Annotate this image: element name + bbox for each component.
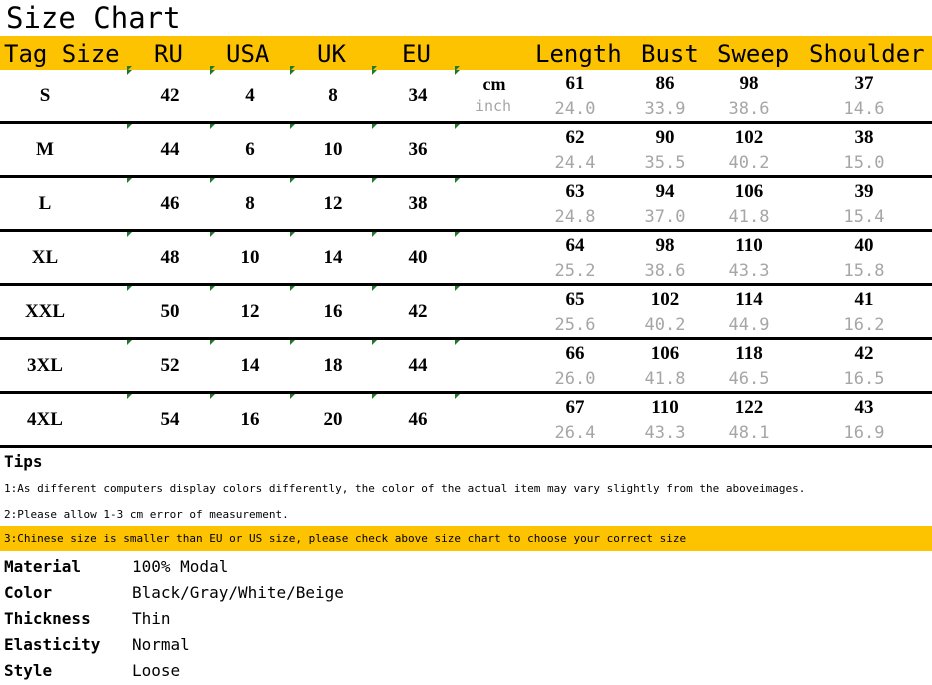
cell-bust-inch: 35.5: [644, 153, 686, 173]
cell-corner-marker: [290, 286, 295, 291]
cell-sweep-inch: 44.9: [728, 315, 770, 335]
attr-value-style: Loose: [132, 661, 181, 680]
cell-bust-cm: 86: [655, 73, 675, 94]
header-length: Length: [535, 40, 622, 68]
cell-corner-marker: [372, 340, 377, 345]
cell-corner-marker: [455, 124, 460, 129]
cell-ru: 48: [160, 247, 180, 268]
table-row: [0, 394, 932, 448]
cell-sweep-cm: 110: [735, 235, 763, 256]
cell-length-inch: 24.0: [554, 99, 596, 119]
cell-bust-inch: 40.2: [644, 315, 686, 335]
cell-uk: 10: [323, 139, 343, 160]
cell-shoulder-cm: 42: [854, 343, 874, 364]
table-row: [0, 124, 932, 178]
cell-corner-marker: [127, 394, 132, 399]
cell-uk: 18: [323, 355, 343, 376]
cell-shoulder-cm: 40: [854, 235, 874, 256]
cell-corner-marker: [455, 286, 460, 291]
cell-tag-size: XL: [31, 247, 59, 268]
cell-length-cm: 65: [565, 289, 585, 310]
tip-item-2: 2:Please allow 1-3 cm error of measurement.: [4, 508, 289, 521]
cell-tag-size: 3XL: [27, 355, 63, 376]
cell-corner-marker: [290, 232, 295, 237]
cell-corner-marker: [372, 70, 377, 75]
cell-sweep-inch: 41.8: [728, 207, 770, 227]
cell-corner-marker: [290, 394, 295, 399]
cell-eu: 42: [408, 301, 428, 322]
cell-corner-marker: [210, 124, 215, 129]
cell-corner-marker: [455, 340, 460, 345]
cell-length-inch: 25.6: [554, 315, 596, 335]
cell-corner-marker: [290, 124, 295, 129]
cell-usa: 16: [240, 409, 260, 430]
cell-length-cm: 64: [565, 235, 585, 256]
cell-shoulder-inch: 16.2: [843, 315, 885, 335]
attr-value-material: 100% Modal: [132, 557, 229, 576]
table-row: [0, 286, 932, 340]
cell-bust-cm: 94: [655, 181, 675, 202]
cell-corner-marker: [210, 232, 215, 237]
cell-ru: 52: [160, 355, 180, 376]
attr-key-elasticity: Elasticity: [4, 635, 101, 654]
cell-ru: 44: [160, 139, 180, 160]
attr-key-material: Material: [4, 557, 82, 576]
cell-bust-cm: 90: [655, 127, 675, 148]
attr-key-thickness: Thickness: [4, 609, 91, 628]
cell-eu: 40: [408, 247, 428, 268]
header-sweep: Sweep: [717, 40, 790, 68]
cell-usa: 4: [245, 85, 255, 106]
table-row: [0, 178, 932, 232]
cell-ru: 46: [160, 193, 180, 214]
cell-corner-marker: [127, 124, 132, 129]
cell-bust-cm: 106: [650, 343, 680, 364]
cell-bust-cm: 110: [651, 397, 679, 418]
cell-corner-marker: [210, 178, 215, 183]
cell-tag-size: M: [36, 139, 54, 160]
table-header: [0, 36, 932, 70]
cell-sweep-cm: 118: [735, 343, 763, 364]
cell-shoulder-cm: 41: [854, 289, 874, 310]
cell-uk: 16: [323, 301, 343, 322]
unit-label-inch: inch: [474, 97, 512, 115]
cell-uk: 12: [323, 193, 343, 214]
cell-sweep-inch: 38.6: [728, 99, 770, 119]
cell-length-inch: 24.4: [554, 153, 596, 173]
cell-shoulder-cm: 43: [854, 397, 874, 418]
cell-sweep-cm: 102: [734, 127, 764, 148]
page-title: Size Chart: [6, 1, 181, 35]
cell-corner-marker: [127, 178, 132, 183]
cell-shoulder-inch: 15.4: [843, 207, 885, 227]
cell-usa: 14: [240, 355, 260, 376]
attr-value-elasticity: Normal: [132, 635, 190, 654]
cell-length-inch: 26.4: [554, 423, 596, 443]
cell-ru: 50: [160, 301, 180, 322]
header-tag-size: Tag Size: [4, 40, 120, 68]
cell-bust-inch: 41.8: [644, 369, 686, 389]
cell-shoulder-inch: 15.8: [843, 261, 885, 281]
cell-sweep-cm: 122: [734, 397, 764, 418]
cell-eu: 44: [408, 355, 428, 376]
cell-corner-marker: [210, 340, 215, 345]
cell-length-cm: 62: [565, 127, 585, 148]
cell-tag-size: 4XL: [27, 409, 63, 430]
cell-corner-marker: [127, 340, 132, 345]
cell-length-inch: 24.8: [554, 207, 596, 227]
cell-uk: 8: [328, 85, 338, 106]
unit-label-cm: cm: [482, 74, 506, 94]
cell-sweep-inch: 48.1: [728, 423, 770, 443]
cell-corner-marker: [210, 70, 215, 75]
table-row: [0, 70, 932, 124]
cell-corner-marker: [455, 394, 460, 399]
cell-corner-marker: [127, 70, 132, 75]
cell-corner-marker: [455, 70, 460, 75]
cell-uk: 20: [323, 409, 343, 430]
attr-value-color: Black/Gray/White/Beige: [132, 583, 344, 602]
cell-eu: 36: [408, 139, 428, 160]
cell-eu: 34: [408, 85, 428, 106]
cell-sweep-cm: 106: [734, 181, 764, 202]
cell-tag-size: L: [38, 193, 52, 214]
cell-corner-marker: [127, 286, 132, 291]
cell-tag-size: XXL: [24, 301, 66, 322]
cell-bust-inch: 43.3: [644, 423, 686, 443]
cell-length-cm: 61: [565, 73, 585, 94]
cell-corner-marker: [372, 286, 377, 291]
cell-uk: 14: [323, 247, 343, 268]
cell-corner-marker: [210, 394, 215, 399]
cell-shoulder-inch: 16.5: [843, 369, 885, 389]
cell-usa: 12: [240, 301, 260, 322]
cell-sweep-cm: 114: [735, 289, 763, 310]
cell-usa: 10: [240, 247, 260, 268]
header-usa: USA: [226, 40, 270, 68]
header-uk: UK: [317, 40, 346, 68]
cell-bust-inch: 37.0: [644, 207, 686, 227]
cell-shoulder-inch: 15.0: [843, 153, 885, 173]
attr-key-style: Style: [4, 661, 53, 680]
attr-value-thickness: Thin: [132, 609, 171, 628]
cell-corner-marker: [290, 178, 295, 183]
cell-corner-marker: [127, 232, 132, 237]
cell-shoulder-cm: 37: [854, 73, 874, 94]
cell-length-cm: 66: [565, 343, 585, 364]
cell-shoulder-inch: 16.9: [843, 423, 885, 443]
cell-tag-size: S: [39, 85, 51, 106]
cell-shoulder-inch: 14.6: [843, 99, 885, 119]
cell-eu: 38: [408, 193, 428, 214]
cell-corner-marker: [210, 286, 215, 291]
cell-corner-marker: [290, 340, 295, 345]
cell-length-cm: 67: [565, 397, 585, 418]
cell-usa: 6: [245, 139, 255, 160]
table-row: [0, 340, 932, 394]
header-eu: EU: [402, 40, 431, 68]
table-row: [0, 232, 932, 286]
tips-heading: Tips: [4, 452, 43, 471]
cell-usa: 8: [245, 193, 255, 214]
cell-sweep-inch: 43.3: [728, 261, 770, 281]
cell-ru: 54: [160, 409, 180, 430]
cell-sweep-inch: 40.2: [728, 153, 770, 173]
cell-length-inch: 25.2: [554, 261, 596, 281]
cell-corner-marker: [372, 232, 377, 237]
cell-shoulder-cm: 39: [854, 181, 874, 202]
cell-length-inch: 26.0: [554, 369, 596, 389]
cell-bust-inch: 33.9: [644, 99, 686, 119]
cell-ru: 42: [160, 85, 180, 106]
tip-item-3: 3:Chinese size is smaller than EU or US size, please check above size chart to choose your correct size: [4, 532, 687, 545]
cell-bust-cm: 98: [655, 235, 675, 256]
cell-corner-marker: [372, 124, 377, 129]
header-shoulder: Shoulder: [809, 40, 925, 68]
cell-shoulder-cm: 38: [854, 127, 874, 148]
cell-corner-marker: [290, 70, 295, 75]
cell-corner-marker: [455, 178, 460, 183]
cell-corner-marker: [372, 394, 377, 399]
cell-eu: 46: [408, 409, 428, 430]
header-bust: Bust: [641, 40, 699, 68]
cell-corner-marker: [455, 232, 460, 237]
cell-length-cm: 63: [565, 181, 585, 202]
attr-key-color: Color: [4, 583, 53, 602]
cell-bust-inch: 38.6: [644, 261, 686, 281]
header-ru: RU: [154, 40, 183, 68]
cell-bust-cm: 102: [650, 289, 680, 310]
cell-corner-marker: [372, 178, 377, 183]
cell-sweep-cm: 98: [739, 73, 759, 94]
cell-sweep-inch: 46.5: [728, 369, 770, 389]
tip-item-1: 1:As different computers display colors differently, the color of the actual item may vary slightly from the aboveimages.: [4, 482, 806, 495]
